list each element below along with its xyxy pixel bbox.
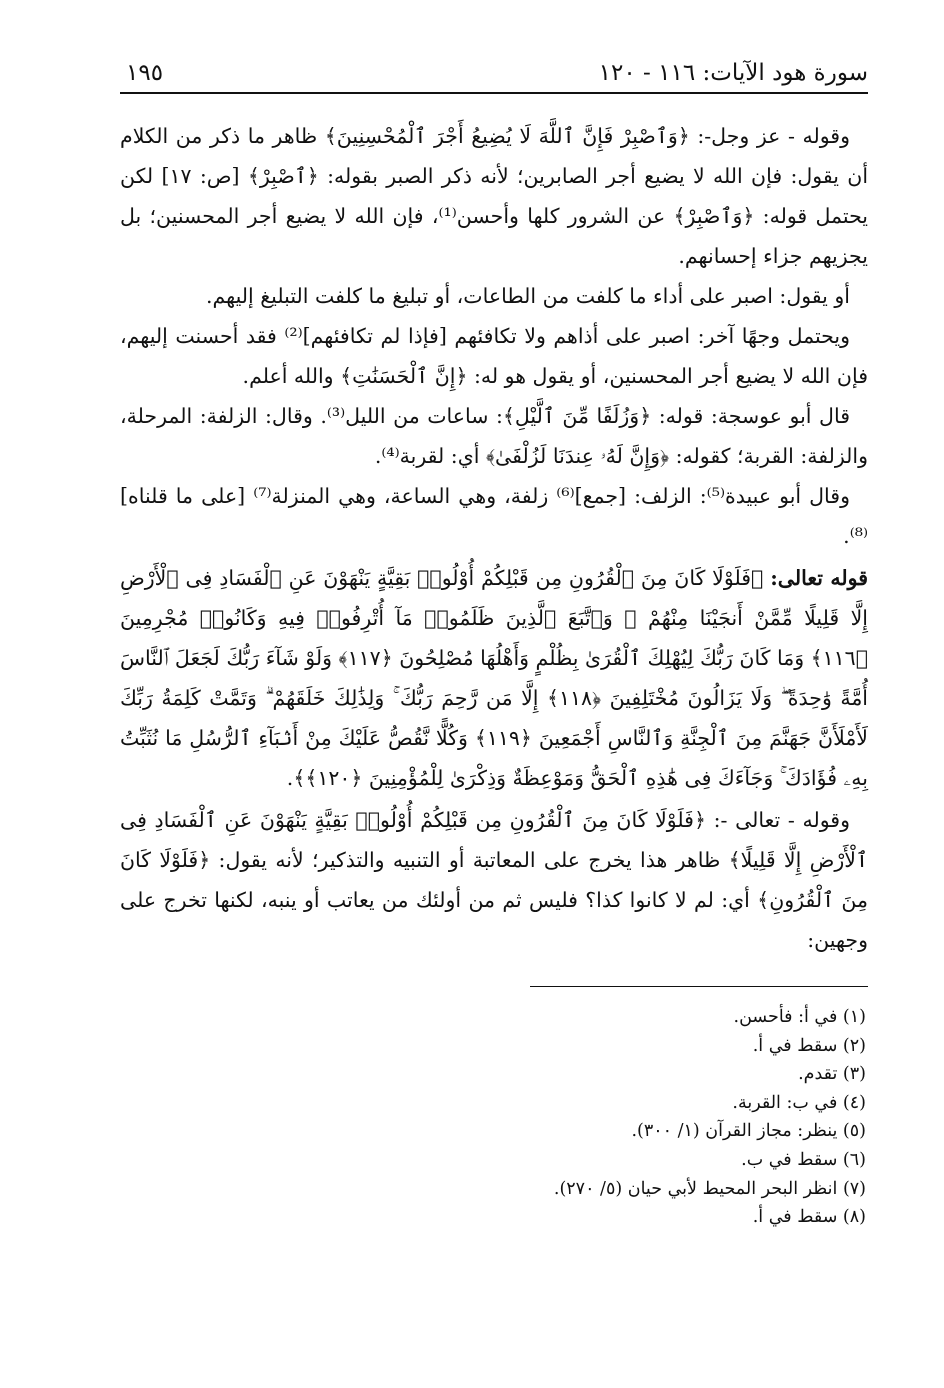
paragraph-4: قال أبو عوسجة: قوله: ﴿وَزُلَفًا مِّنَ ٱلَّيْلِ﴾: ساعات من الليل⁽³⁾. وقال: الزلفة: المرحلة، والزلفة: القربة؛ كقوله: ﴿وَإِنَّ لَهُۥ عِندَنَا لَزُلْفَىٰ﴾ أي: لقربة⁽⁴⁾. — [120, 404, 868, 468]
footnote-2: (٢) سقط في أ. — [752, 1035, 866, 1056]
footnote-6: (٦) سقط في ب. — [741, 1149, 866, 1170]
commentary-text — [120, 800, 868, 960]
page-number: ١٩٥ — [126, 60, 164, 86]
paragraph-5: وقال أبو عبيدة⁽⁵⁾: الزلف: [جمع]⁽⁶⁾ زلفة، وهي الساعة، وهي المنزلة⁽⁷⁾ [على ما قلناه]⁽⁸⁾. — [120, 484, 868, 548]
footnote-3: (٣) تقدم. — [798, 1064, 866, 1085]
paragraph-3: ويحتمل وجهًا آخر: اصبر على أذاهم ولا تكافئهم [فإذا لم تكافئهم]⁽²⁾ فقد أحسنت إليهم، فإن الله لا يضيع أجر المحسنين، أو يقول هو له: ﴿إِنَّ ٱلْحَسَنَٰتِ﴾ والله أعلم. — [120, 324, 868, 388]
main-text — [120, 116, 868, 556]
paragraph-1: وقوله - عز وجل-: ﴿وَٱصْبِرْ فَإِنَّ ٱللَّهَ لَا يُضِيعُ أَجْرَ ٱلْمُحْسِنِينَ﴾ ظاهر ما ذكر من الكلام أن يقول: فإن الله لا يضيع أجر الصابرين؛ لأنه ذكر الصبر بقوله: ﴿ٱصْبِرْ﴾ [ص: ١٧] لكن يحتمل قوله: ﴿وَٱصْبِرْ﴾ عن الشرور كلها وأحسن⁽¹⁾، فإن الله لا يضيع أجر المحسنين؛ بل يجزيهم جزاء إحسانهم. — [120, 124, 869, 268]
page-header — [120, 52, 868, 94]
closing-paragraph: وقوله - تعالى -: ﴿فَلَوْلَا كَانَ مِنَ ٱلْقُرُونِ مِن قَبْلِكُمْ أُوْلُوا۟ بَقِيَّةٍ يَنْهَوْنَ عَنِ ٱلْفَسَادِ فِى ٱلْأَرْضِ إِلَّا قَلِيلًا﴾ ظاهر هذا يخرج على المعاتبة أو التنبيه والتذكير؛ لأنه يقول: ﴿فَلَوْلَا كَانَ مِنَ ٱلْقُرُونِ﴾ أي: لم لا كانوا كذا؟ فليس ثم من أولئك من يعاتب أو ينبه، لكنها تخرج على وجهين: — [120, 808, 868, 952]
running-title: سورة هود الآيات: ١١٦ - ١٢٠ — [598, 60, 868, 86]
footnotes — [120, 1003, 868, 1232]
quran-verses-block — [120, 558, 868, 798]
footnote-divider — [530, 986, 868, 987]
verse-label: قوله تعالى: — [770, 566, 868, 590]
quran-verses: ﴿فَلَوْلَا كَانَ مِنَ ٱلْقُرُونِ مِن قَبْلِكُمْ أُوْلُوا۟ بَقِيَّةٍ يَنْهَوْنَ عَنِ ٱلْفَسَادِ فِى ٱلْأَرْضِ إِلَّا قَلِيلًا مِّمَّنْ أَنجَيْنَا مِنْهُمْ ۗ وَٱتَّبَعَ ٱلَّذِينَ ظَلَمُوا۟ مَآ أُتْرِفُوا۟ فِيهِ وَكَانُوا۟ مُجْرِمِينَ ﴿١١٦﴾ وَمَا كَانَ رَبُّكَ لِيُهْلِكَ ٱلْقُرَىٰ بِظُلْمٍ وَأَهْلُهَا مُصْلِحُونَ ﴿١١٧﴾ وَلَوْ شَآءَ رَبُّكَ لَجَعَلَ ٱلنَّاسَ أُمَّةً وَٰحِدَةً ۖ وَلَا يَزَالُونَ مُخْتَلِفِينَ ﴿١١٨﴾ إِلَّا مَن رَّحِمَ رَبُّكَ ۚ وَلِذَٰلِكَ خَلَقَهُمْ ۗ وَتَمَّتْ كَلِمَةُ رَبِّكَ لَأَمْلَأَنَّ جَهَنَّمَ مِنَ ٱلْجِنَّةِ وَٱلنَّاسِ أَجْمَعِينَ ﴿١١٩﴾ وَكُلًّا نَّقُصُّ عَلَيْكَ مِنْ أَنۢبَآءِ ٱلرُّسُلِ مَا نُثَبِّتُ بِهِۦ فُؤَادَكَ ۚ وَجَآءَكَ فِى هَٰذِهِ ٱلْحَقُّ وَمَوْعِظَةٌ وَذِكْرَىٰ لِلْمُؤْمِنِينَ ﴿١٢٠﴾﴾. — [120, 566, 869, 790]
footnote-4: (٤) في ب: القربة. — [732, 1092, 866, 1113]
footnote-8: (٨) سقط في أ. — [752, 1207, 866, 1228]
footnote-5: (٥) ينظر: مجاز القرآن (١/ ٣٠٠). — [631, 1121, 866, 1142]
paragraph-2: أو يقول: اصبر على أداء ما كلفت من الطاعات، أو تبليغ ما كلفت التبليغ إليهم. — [206, 284, 850, 308]
book-page — [120, 52, 868, 1362]
footnote-7: (٧) انظر البحر المحيط لأبي حيان (٥/ ٢٧٠). — [553, 1178, 866, 1199]
footnote-1: (١) في أ: فأحسن. — [733, 1007, 866, 1027]
